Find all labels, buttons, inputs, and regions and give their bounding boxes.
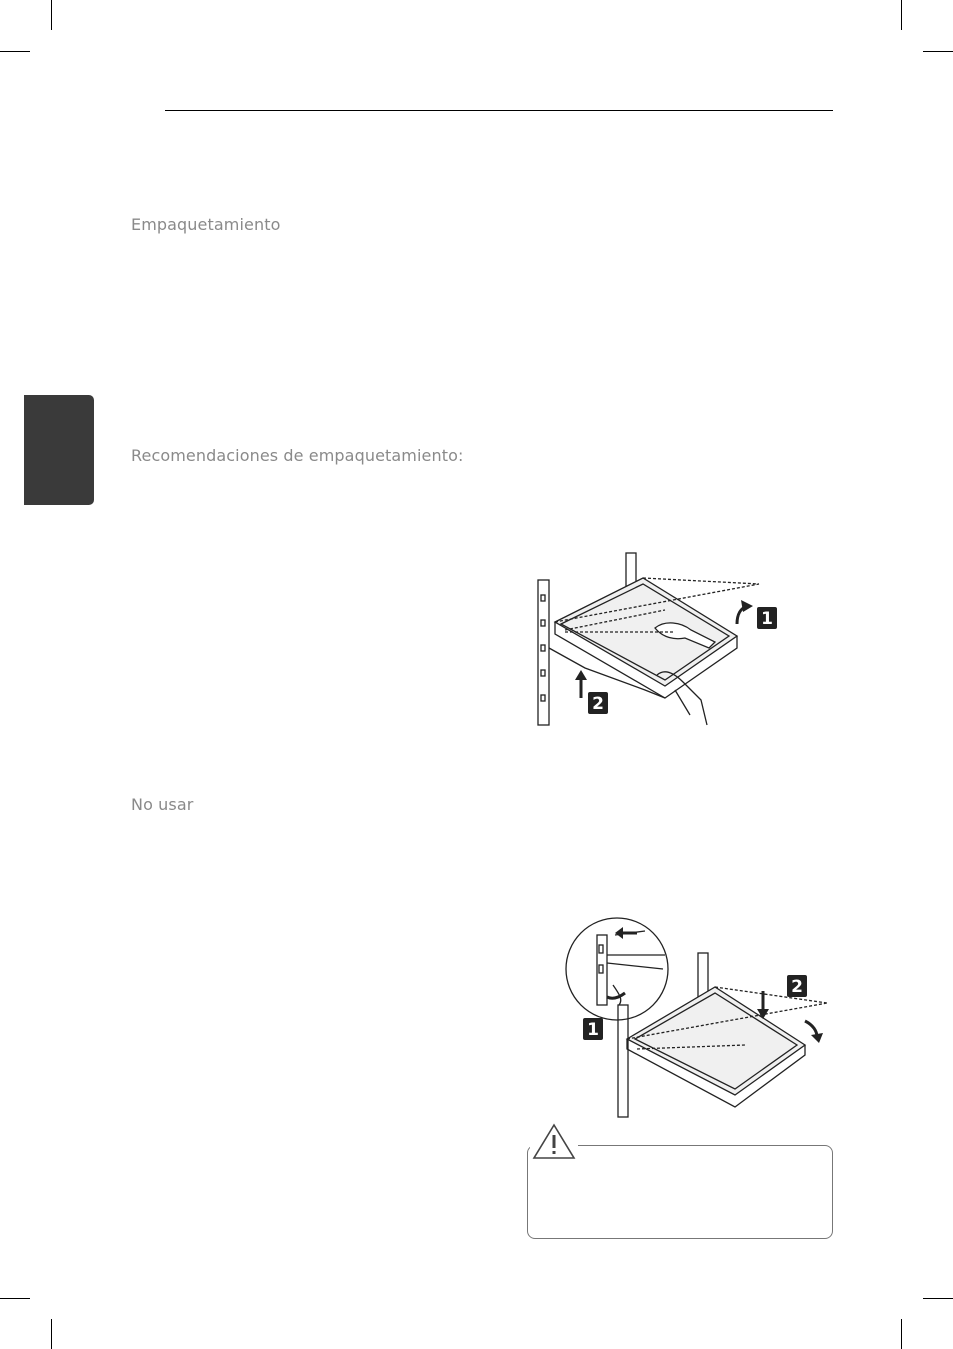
crop-mark bbox=[51, 0, 52, 30]
heading-empaquetamiento: Empaquetamiento bbox=[131, 215, 281, 234]
crop-mark bbox=[923, 1298, 953, 1299]
step-2-label: 2 bbox=[592, 694, 604, 714]
crop-mark bbox=[0, 1298, 30, 1299]
install-step-2-label: 2 bbox=[791, 977, 803, 997]
crop-mark bbox=[51, 1319, 52, 1349]
shelf-install-illustration bbox=[565, 915, 835, 1120]
header-rule bbox=[165, 110, 833, 111]
shelf-removal-illustration bbox=[525, 550, 790, 728]
heading-no-usar: No usar bbox=[131, 795, 194, 814]
crop-mark bbox=[923, 51, 953, 52]
heading-recomendaciones: Recomendaciones de empaquetamiento: bbox=[131, 446, 464, 465]
crop-mark bbox=[901, 0, 902, 30]
install-step-1-label: 1 bbox=[587, 1020, 599, 1040]
warning-triangle-icon bbox=[530, 1122, 578, 1162]
crop-mark bbox=[0, 51, 30, 52]
step-1-label: 1 bbox=[761, 609, 773, 629]
crop-mark bbox=[901, 1319, 902, 1349]
chapter-tab bbox=[24, 395, 94, 505]
